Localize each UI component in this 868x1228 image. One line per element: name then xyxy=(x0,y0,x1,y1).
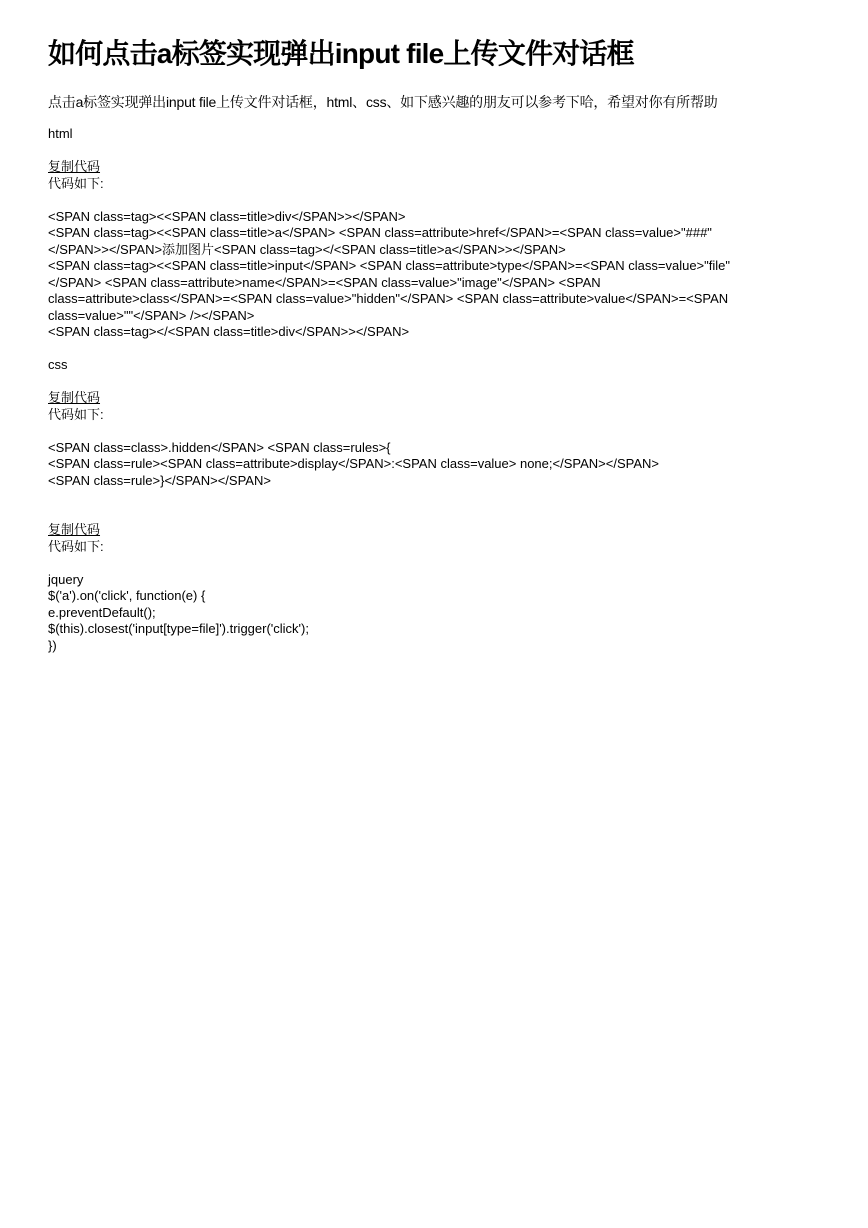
code-line: }) xyxy=(48,637,57,653)
code-line: class=attribute>class</SPAN>=<SPAN class=value>"hidden"</SPAN> <SPAN class=attribute>value</SPAN>=<SPAN xyxy=(48,291,729,306)
code-block-css xyxy=(48,440,838,490)
code-line: <SPAN class=rule>}</SPAN></SPAN> xyxy=(48,472,271,488)
html-section-label: html xyxy=(48,126,73,141)
code-block-js xyxy=(48,572,838,655)
code-line: jquery xyxy=(48,571,84,587)
copy-code-link-css[interactable]: 复制代码 xyxy=(48,390,101,405)
code-line: <SPAN class=tag><<SPAN class=title>input</SPAN> <SPAN class=attribute>type</SPAN>=<SPAN class=value>"file" xyxy=(48,258,730,273)
code-line: </SPAN>></SPAN>添加图片<SPAN class=tag></<SPAN class=title>a</SPAN>></SPAN> xyxy=(48,241,566,257)
document-page xyxy=(48,36,838,654)
intro-text: 点击a标签实现弹出input file上传文件对话框，html、css、如下感兴趣的朋友可以参考下哈，希望对你有所帮助 xyxy=(48,94,718,110)
code-line: $(this).closest('input[type=file]').trigger('click'); xyxy=(48,621,309,636)
code-line: <SPAN class=rule><SPAN class=attribute>display</SPAN>:<SPAN class=value> none;</SPAN></SPAN> xyxy=(48,456,659,471)
code-line: </SPAN> <SPAN class=attribute>name</SPAN>=<SPAN class=value>"image"</SPAN> <SPAN xyxy=(48,274,601,290)
code-line: <SPAN class=tag><<SPAN class=title>div</SPAN>></SPAN> xyxy=(48,208,406,224)
code-label-js: 代码如下: xyxy=(48,538,104,554)
code-block-html xyxy=(48,209,838,341)
code-line: <SPAN class=class>.hidden</SPAN> <SPAN class=rules>{ xyxy=(48,439,391,455)
code-line: $('a').on('click', function(e) { xyxy=(48,588,206,603)
page-title: 如何点击a标签实现弹出input file上传文件对话框 xyxy=(48,38,634,69)
copy-code-link-js[interactable]: 复制代码 xyxy=(48,522,101,537)
code-line: <SPAN class=tag><<SPAN class=title>a</SPAN> <SPAN class=attribute>href</SPAN>=<SPAN class=value>"###" xyxy=(48,225,712,240)
code-label-html: 代码如下: xyxy=(48,175,104,191)
copy-code-link-html[interactable]: 复制代码 xyxy=(48,159,101,174)
css-section-label: css xyxy=(48,357,68,372)
code-label-css: 代码如下: xyxy=(48,406,104,422)
code-line: e.preventDefault(); xyxy=(48,604,156,620)
code-line: <SPAN class=tag></<SPAN class=title>div</SPAN>></SPAN> xyxy=(48,324,410,339)
code-line: class=value>""</SPAN> /></SPAN> xyxy=(48,307,255,323)
